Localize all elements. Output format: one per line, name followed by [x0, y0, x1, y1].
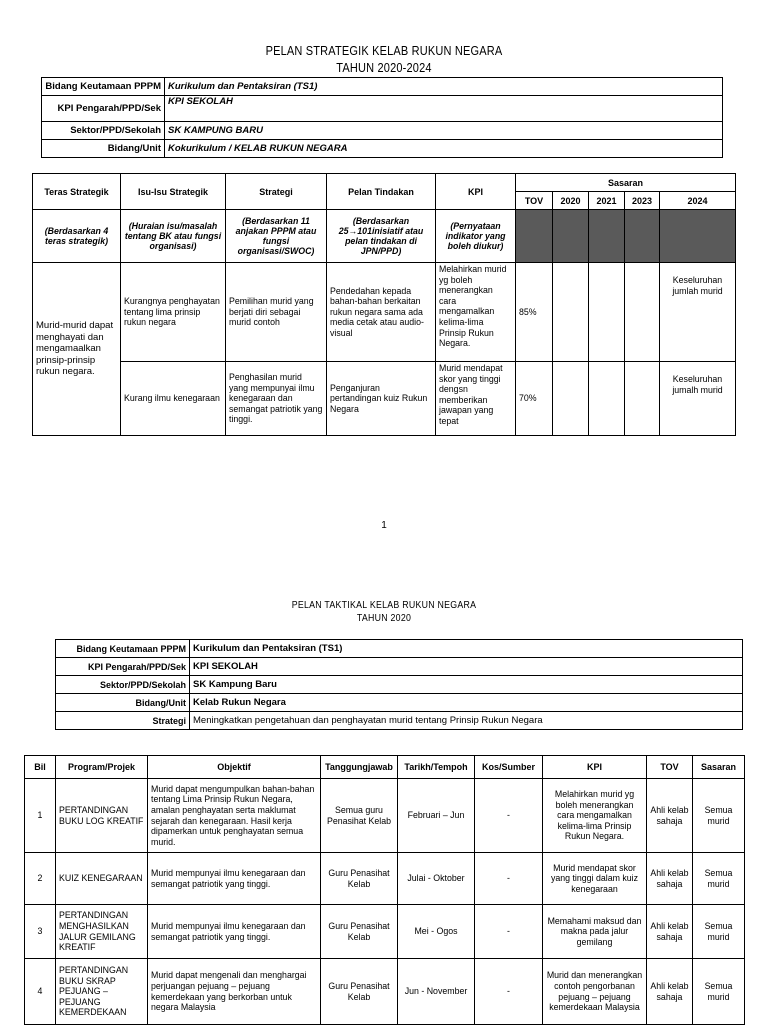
- header-kpi: KPI: [436, 174, 516, 210]
- kpi-cell: Murid mendapat skor yang tinggi dengsn memberikan jawapan yang tepat: [436, 362, 516, 436]
- page1-title: PELAN STRATEGIK KELAB RUKUN NEGARA: [265, 44, 503, 58]
- header-program: Program/Projek: [56, 756, 148, 779]
- info-value: KPI SEKOLAH: [165, 96, 723, 122]
- shaded-cell: [589, 210, 625, 263]
- info-label: Sektor/PPD/Sekolah: [56, 676, 190, 694]
- objektif-cell: Murid mempunyai ilmu kenegaraan dan semangat patriotik yang tinggi.: [148, 905, 321, 959]
- header-bil: Bil: [25, 756, 56, 779]
- header-tov: TOV: [516, 192, 553, 210]
- header-kpi: KPI: [543, 756, 647, 779]
- table-row: [25, 779, 745, 853]
- info-label: Strategi: [56, 712, 190, 730]
- objektif-cell: Murid mempunyai ilmu kenegaraan dan semangat patriotik yang tinggi.: [148, 853, 321, 905]
- page2-subtitle: TAHUN 2020: [356, 613, 412, 624]
- kos-cell: -: [475, 853, 543, 905]
- pelan-cell: Penganjuran pertandingan kuiz Rukun Negara: [327, 362, 436, 436]
- hint-kpi: (Pernyataan indikator yang boleh diukur): [436, 210, 516, 263]
- header-kos: Kos/Sumber: [475, 756, 543, 779]
- strategic-plan-table: [32, 173, 736, 436]
- page2-info-table: [55, 639, 743, 730]
- kos-cell: -: [475, 959, 543, 1025]
- sasaran-2021: [589, 362, 625, 436]
- tov-cell: 85%: [516, 263, 553, 362]
- tov-cell: 70%: [516, 362, 553, 436]
- tov-cell: Ahli kelab sahaja: [647, 905, 693, 959]
- kpi-cell: Murid mendapat skor yang tinggi dalam kuiz kenegaraan: [543, 853, 647, 905]
- info-label: Bidang/Unit: [56, 694, 190, 712]
- tov-cell: Ahli kelab sahaja: [647, 779, 693, 853]
- shaded-cell: [516, 210, 553, 263]
- shaded-cell: [660, 210, 736, 263]
- info-row: [56, 676, 743, 694]
- shaded-cell: [625, 210, 660, 263]
- info-row: [56, 694, 743, 712]
- info-value: Kurikulum dan Pentaksiran (TS1): [190, 640, 743, 658]
- info-label: KPI Pengarah/PPD/Sek: [56, 658, 190, 676]
- header-tanggungjawab: Tanggungjawab: [321, 756, 398, 779]
- info-label: Bidang Keutamaan PPPM: [42, 78, 165, 96]
- header-2024: 2024: [660, 192, 736, 210]
- info-row: [42, 140, 723, 158]
- info-value: Kurikulum dan Pentaksiran (TS1): [165, 78, 723, 96]
- bil-cell: 4: [25, 959, 56, 1025]
- hint-isu: (Huraian isu/masalah tentang BK atau fungsi organisasi): [121, 210, 226, 263]
- tactical-plan-table: [24, 755, 745, 1025]
- info-row: [56, 640, 743, 658]
- header-2023: 2023: [625, 192, 660, 210]
- info-row: [42, 96, 723, 122]
- tanggungjawab-cell: Guru Penasihat Kelab: [321, 905, 398, 959]
- program-cell: PERTANDINGAN BUKU LOG KREATIF: [56, 779, 148, 853]
- hint-pelan: (Berdasarkan 25→101inisiatif atau pelan tindakan di JPN/PPD): [327, 210, 436, 263]
- program-cell: PERTANDINGAN MENGHASILKAN JALUR GEMILANG KREATIF: [56, 905, 148, 959]
- tov-cell: Ahli kelab sahaja: [647, 959, 693, 1025]
- strategi-cell: Penghasilan murid yang mempunyai ilmu kenegaraan dan semangat patriotik yang tinggi.: [226, 362, 327, 436]
- page1-info-table: [41, 77, 723, 158]
- page-number: 1: [381, 520, 387, 531]
- info-value: Meningkatkan pengetahuan dan penghayatan murid tentang Prinsip Rukun Negara: [190, 712, 743, 730]
- kpi-cell: Murid dan menerangkan contoh pengorbanan pejuang – pejuang kemerdekaan Malaysia: [543, 959, 647, 1025]
- program-cell: KUIZ KENEGARAAN: [56, 853, 148, 905]
- tanggungjawab-cell: Semua guru Penasihat Kelab: [321, 779, 398, 853]
- isu-cell: Kurangnya penghayatan tentang lima prinsip rukun negara: [121, 263, 226, 362]
- info-value: SK Kampung Baru: [190, 676, 743, 694]
- info-value: Kelab Rukun Negara: [190, 694, 743, 712]
- header-objektif: Objektif: [148, 756, 321, 779]
- sasaran-2024: Keseluruhan jumlah murid: [660, 263, 736, 362]
- bil-cell: 2: [25, 853, 56, 905]
- kpi-cell: Melahirkan murid yg boleh menerangkan cara mengamalkan kelima-lima Prinsip Rukun Negara.: [436, 263, 516, 362]
- info-label: KPI Pengarah/PPD/Sek: [42, 96, 165, 122]
- hint-teras: (Berdasarkan 4 teras strategik): [33, 210, 121, 263]
- header-tarikh: Tarikh/Tempoh: [398, 756, 475, 779]
- sasaran-2023: [625, 362, 660, 436]
- tarikh-cell: Jun - November: [398, 959, 475, 1025]
- table-row: [25, 905, 745, 959]
- tarikh-cell: Februari – Jun: [398, 779, 475, 853]
- header-sasaran: Sasaran: [693, 756, 745, 779]
- info-row: [56, 658, 743, 676]
- page2-title: PELAN TAKTIKAL KELAB RUKUN NEGARA: [291, 600, 477, 611]
- tanggungjawab-cell: Guru Penasihat Kelab: [321, 959, 398, 1025]
- sasaran-2021: [589, 263, 625, 362]
- info-value: Kokurikulum / KELAB RUKUN NEGARA: [165, 140, 723, 158]
- header-isu: Isu-Isu Strategik: [121, 174, 226, 210]
- sasaran-2020: [553, 263, 589, 362]
- header-pelan: Pelan Tindakan: [327, 174, 436, 210]
- sasaran-2023: [625, 263, 660, 362]
- info-row: [42, 78, 723, 96]
- tarikh-cell: Mei - Ogos: [398, 905, 475, 959]
- header-tov: TOV: [647, 756, 693, 779]
- info-value: SK KAMPUNG BARU: [165, 122, 723, 140]
- kpi-cell: Memahami maksud dan makna pada jalur gemilang: [543, 905, 647, 959]
- strategi-cell: Pemilihan murid yang berjati diri sebagai murid contoh: [226, 263, 327, 362]
- info-label: Sektor/PPD/Sekolah: [42, 122, 165, 140]
- sasaran-cell: Semua murid: [693, 959, 745, 1025]
- page1-subtitle: TAHUN 2020-2024: [336, 61, 432, 75]
- isu-cell: Kurang ilmu kenegaraan: [121, 362, 226, 436]
- header-teras: Teras Strategik: [33, 174, 121, 210]
- tanggungjawab-cell: Guru Penasihat Kelab: [321, 853, 398, 905]
- info-label: Bidang Keutamaan PPPM: [56, 640, 190, 658]
- table-row: [33, 263, 736, 362]
- teras-value: Murid-murid dapat menghayati dan mengamaalkan prinsip-prinsip rukun negara.: [33, 263, 121, 436]
- kpi-cell: Melahirkan murid yg boleh menerangkan cara mengamalkan kelima-lima Prinsip Rukun Negara.: [543, 779, 647, 853]
- table-row: [25, 853, 745, 905]
- bil-cell: 1: [25, 779, 56, 853]
- info-label: Bidang/Unit: [42, 140, 165, 158]
- sasaran-2020: [553, 362, 589, 436]
- hint-strategi: (Berdasarkan 11 anjakan PPPM atau fungsi organisasi/SWOC): [226, 210, 327, 263]
- sasaran-cell: Semua murid: [693, 905, 745, 959]
- kos-cell: -: [475, 779, 543, 853]
- bil-cell: 3: [25, 905, 56, 959]
- pelan-cell: Pendedahan kepada bahan-bahan berkaitan rukun negara sama ada media cetak atau audio-visual: [327, 263, 436, 362]
- table-row: [33, 362, 736, 436]
- objektif-cell: Murid dapat mengumpulkan bahan-bahan tentang Lima Prinsip Rukun Negara, amalan penghayatan serta maklumat sejarah dan kenegaraan. Hasil kerja dipamerkan untuk penghayatan semua murid.: [148, 779, 321, 853]
- info-value: KPI SEKOLAH: [190, 658, 743, 676]
- info-row: [42, 122, 723, 140]
- header-sasaran: Sasaran: [516, 174, 736, 192]
- table-row: [25, 959, 745, 1025]
- tov-cell: Ahli kelab sahaja: [647, 853, 693, 905]
- sasaran-cell: Semua murid: [693, 853, 745, 905]
- header-2020: 2020: [553, 192, 589, 210]
- sasaran-2024: Keseluruhan jumalh murid: [660, 362, 736, 436]
- shaded-cell: [553, 210, 589, 263]
- kos-cell: -: [475, 905, 543, 959]
- program-cell: PERTANDINGAN BUKU SKRAP PEJUANG – PEJUANG KEMERDEKAAN: [56, 959, 148, 1025]
- objektif-cell: Murid dapat mengenali dan menghargai perjuangan pejuang – pejuang kemerdekaan yang berkorban untuk negara Malaysia: [148, 959, 321, 1025]
- header-strategi: Strategi: [226, 174, 327, 210]
- tarikh-cell: Julai - Oktober: [398, 853, 475, 905]
- sasaran-cell: Semua murid: [693, 779, 745, 853]
- header-2021: 2021: [589, 192, 625, 210]
- info-row: [56, 712, 743, 730]
